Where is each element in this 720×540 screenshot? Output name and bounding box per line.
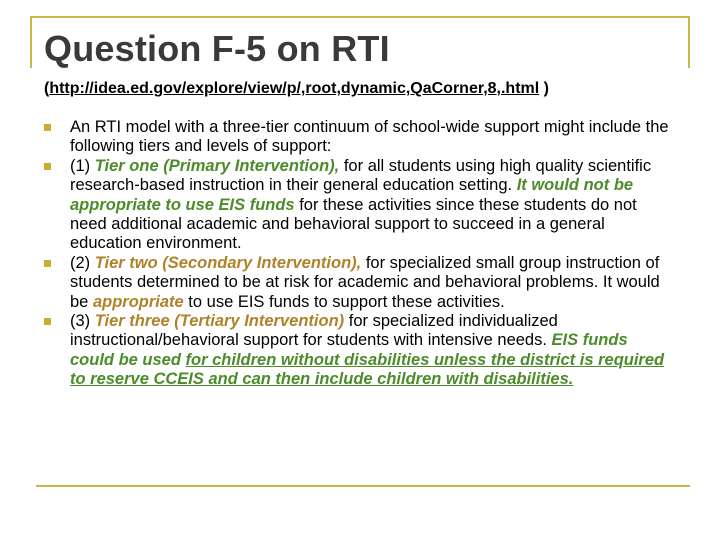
frame-right-rule — [688, 16, 690, 68]
tier-three-emphasis-underlined: for children without disabilities unless the district is required to reserve CCEIS and can then include children with disabilities. — [70, 350, 665, 389]
tier-two-label: Tier two (Secondary Intervention), — [94, 253, 362, 272]
bullet-text: to use EIS funds to support these activities. — [183, 292, 505, 311]
bullet-prefix: (2) — [70, 253, 95, 272]
frame-bottom-rule — [36, 485, 690, 487]
bullet-text: for all students using high quality scientific research-based instruction in their general education setting. — [70, 156, 652, 195]
bullet-text: An RTI model with a three-tier continuum of school-wide support might include the following tiers and levels of support: — [70, 118, 669, 156]
tier-three-label: Tier three (Tertiary Intervention) — [94, 312, 345, 331]
bullet-item-tier-two — [44, 254, 674, 312]
square-bullet-icon — [44, 260, 51, 267]
square-bullet-icon — [44, 163, 51, 170]
bullet-item-intro — [44, 118, 674, 157]
bullet-text: for these activities since these students do not need additional academic and behavioral support to succeed in a general education environment. — [70, 195, 637, 253]
frame-top-rule — [30, 16, 690, 18]
source-line — [44, 80, 549, 98]
source-link[interactable]: http://idea.ed.gov/explore/view/p/,root,dynamic,QaCorner,8,.html — [49, 80, 540, 97]
tier-two-emphasis: appropriate — [92, 292, 184, 311]
tier-one-emphasis: It would not be appropriate to use EIS funds — [70, 176, 634, 214]
bullet-text: for specialized small group instruction of students determined to be at risk for academic and behavioral problems. It would be — [70, 253, 660, 311]
square-bullet-icon — [44, 124, 51, 131]
tier-one-label: Tier one (Primary Intervention), — [94, 156, 340, 175]
bullet-prefix: (3) — [70, 312, 95, 331]
open-paren: ( — [44, 80, 50, 97]
square-bullet-icon — [44, 318, 51, 325]
tier-three-emphasis: EIS funds could be used — [70, 331, 628, 369]
bullet-item-tier-one — [44, 157, 674, 254]
bullet-text: for specialized individualized instructional/behavioral support for students with intensive needs. — [70, 312, 558, 350]
slide-title: Question F-5 on RTI — [44, 28, 390, 69]
frame-left-rule — [30, 16, 32, 68]
bullet-list — [44, 118, 674, 390]
bullet-prefix: (1) — [70, 156, 95, 175]
close-paren: ) — [539, 80, 549, 97]
bullet-item-tier-three — [44, 312, 674, 390]
